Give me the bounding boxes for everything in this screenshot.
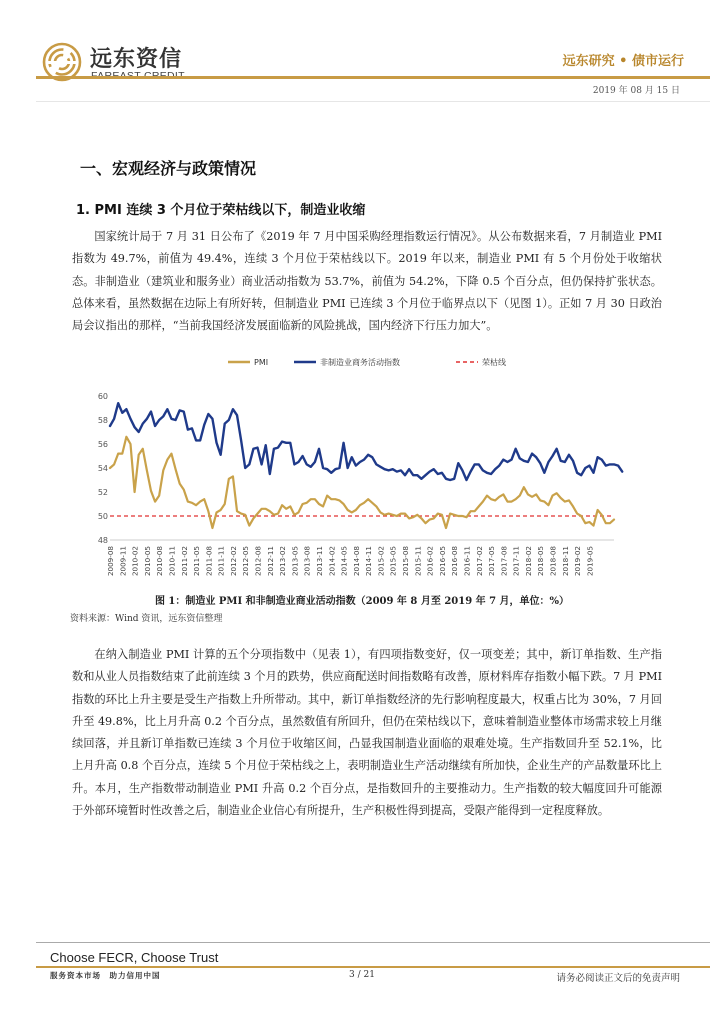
x-tick-label: 2016-08 <box>450 546 460 577</box>
x-tick-label: 2018-08 <box>548 546 558 577</box>
x-tick-label: 2016-05 <box>437 546 447 577</box>
x-tick-label: 2018-02 <box>523 546 533 577</box>
logo <box>40 40 240 86</box>
x-tick-label: 2017-05 <box>487 546 497 577</box>
y-tick-label: 48 <box>97 536 108 545</box>
y-tick-label: 50 <box>97 512 108 521</box>
figure-caption: 图 1：制造业 PMI 和非制造业商业活动指数（2009 年 8 月至 2019 年 7 月，单位：%） <box>154 596 570 607</box>
x-tick-label: 2012-05 <box>241 546 251 577</box>
section-title: 一、宏观经济与政策情况 <box>80 159 257 178</box>
pmi-line-chart <box>96 344 662 590</box>
figure-source: 资料来源：Wind 资讯，远东资信整理 <box>70 614 223 624</box>
footer-subslogan: 服务资本市场 助力信用中国 <box>50 971 161 980</box>
x-tick-label: 2012-08 <box>253 546 263 577</box>
x-tick-label: 2014-02 <box>327 546 337 577</box>
x-tick-label: 2015-05 <box>388 546 398 577</box>
x-tick-label: 2016-02 <box>425 546 435 577</box>
header-divider-thin <box>36 101 710 102</box>
legend-item <box>294 357 400 367</box>
y-tick-label: 60 <box>97 392 108 401</box>
footer-slogan: Choose FECR, Choose Trust <box>50 950 219 965</box>
x-tick-label: 2013-11 <box>314 546 324 577</box>
footer-disclaimer: 请务必阅读正文后的免责声明 <box>556 973 680 984</box>
x-tick-label: 2015-02 <box>376 546 386 577</box>
legend-label: 非制造业商务活动指数 <box>320 358 400 367</box>
x-tick-label: 2011-02 <box>179 546 189 577</box>
report-date: 2019 年 08 月 15 日 <box>592 86 680 96</box>
x-tick-label: 2010-05 <box>142 546 152 577</box>
page-number: 3 / 21 <box>349 970 375 980</box>
footer-divider <box>36 942 710 943</box>
legend-label: PMI <box>254 358 269 367</box>
x-tick-label: 2017-02 <box>474 546 484 577</box>
x-tick-label: 2010-11 <box>167 546 177 577</box>
subsection-title: 1. PMI 连续 3 个月位于荣枯线以下，制造业收缩 <box>76 203 366 218</box>
x-tick-label: 2011-08 <box>204 546 214 577</box>
y-tick-label: 58 <box>97 416 108 425</box>
x-tick-label: 2009-08 <box>106 546 115 577</box>
legend-item <box>228 358 268 367</box>
x-tick-label: 2015-08 <box>401 546 411 577</box>
legend-label: 荣枯线 <box>482 358 506 367</box>
x-tick-label: 2017-08 <box>499 546 509 577</box>
x-tick-label: 2014-08 <box>351 546 361 577</box>
series-pmi-line <box>110 437 614 528</box>
header-divider <box>36 76 710 79</box>
x-tick-label: 2011-11 <box>216 546 226 577</box>
x-tick-label: 2018-05 <box>536 546 546 577</box>
x-tick-label: 2018-11 <box>560 546 570 577</box>
x-tick-label: 2019-02 <box>573 546 583 577</box>
x-tick-label: 2019-05 <box>585 546 595 577</box>
x-tick-label: 2013-08 <box>302 546 312 577</box>
x-tick-label: 2013-05 <box>290 546 300 577</box>
y-tick-label: 52 <box>97 488 108 497</box>
y-tick-label: 54 <box>97 464 108 473</box>
paragraph-pmi-overview: 国家统计局于 7 月 31 日公布了《2019 年 7 月中国采购经理指数运行情况》。从公布数据来看，7 月制造业 PMI 指数为 49.7%，前值为 49.4%，连续 3 个月位于荣枯线以下。2019 年以来，制造业 PMI 有 5 个月份处于收缩状态。非制造业（建筑业和服务业）商业活动指数为 53.7%，前值为 54.2%，下降 0.5 个百分点，但仍保持扩张状态。总体来看，虽然数据在边际上有所好转，但制造业 PMI 已连续 3 个月位于临界点以下（见图 1）。正如 7 月 30 日政治局会议指出的那样，“当前我国经济发展面临新的风险挑战，国内经济下行压力加大”。 <box>72 230 662 333</box>
x-tick-label: 2012-11 <box>265 546 275 577</box>
footer-divider-gold <box>36 966 710 968</box>
x-tick-label: 2010-02 <box>130 546 140 577</box>
series-nonmfg-line <box>110 403 622 480</box>
logo-text: 远东资信 <box>90 47 183 72</box>
x-tick-label: 2015-11 <box>413 546 423 577</box>
x-tick-label: 2013-02 <box>278 546 288 577</box>
x-tick-label: 2010-08 <box>155 546 165 577</box>
x-tick-label: 2017-11 <box>511 546 521 577</box>
legend-item <box>456 357 506 367</box>
section-label: 远东研究 • 债市运行 <box>562 54 684 69</box>
x-tick-label: 2016-11 <box>462 546 472 577</box>
x-tick-label: 2011-05 <box>192 546 202 577</box>
x-tick-label: 2009-11 <box>118 546 128 577</box>
x-tick-label: 2014-11 <box>364 546 374 577</box>
x-tick-label: 2014-05 <box>339 546 349 577</box>
y-tick-label: 56 <box>97 440 108 449</box>
paragraph-pmi-components: 在纳入制造业 PMI 计算的五个分项指数中（见表 1），有四项指数变好，仅一项变差；其中，新订单指数、生产指数和从业人员指数结束了此前连续 3 个月的跌势，供应商配送时间指数略有改善，原材料库存指数小幅下跌。7 月 PMI 指数的环比上升主要是受生产指数上升所带动。其中，新订单指数经济的先行影响程度最大，权重占比为 30%，7 月回升至 49.8%，比上月升高 0.2 个百分点，虽然数值有所回升，但仍在荣枯线以下，意味着制造业整体市场需求较上月继续回落，并且新订单指数已连续 3 个月位于收缩区间，凸显我国制造业面临的艰难处境。生产指数回升至 52.1%，比上月升高 0.8 个百分点，连续 5 个月位于荣枯线之上，表明制造业生产活动继续有所加快，企业生产的产品数量环比上升。本月，生产指数带动制造业 PMI 升高 0.2 个百分点，是指数回升的主要推动力。生产指数的较大幅度回升可能源于外部环境暂时性改善之后，制造业企业信心有所提升，生产积极性得到提高，受限产能得到一定程度释放。 <box>72 648 662 818</box>
x-tick-label: 2012-02 <box>228 546 238 577</box>
